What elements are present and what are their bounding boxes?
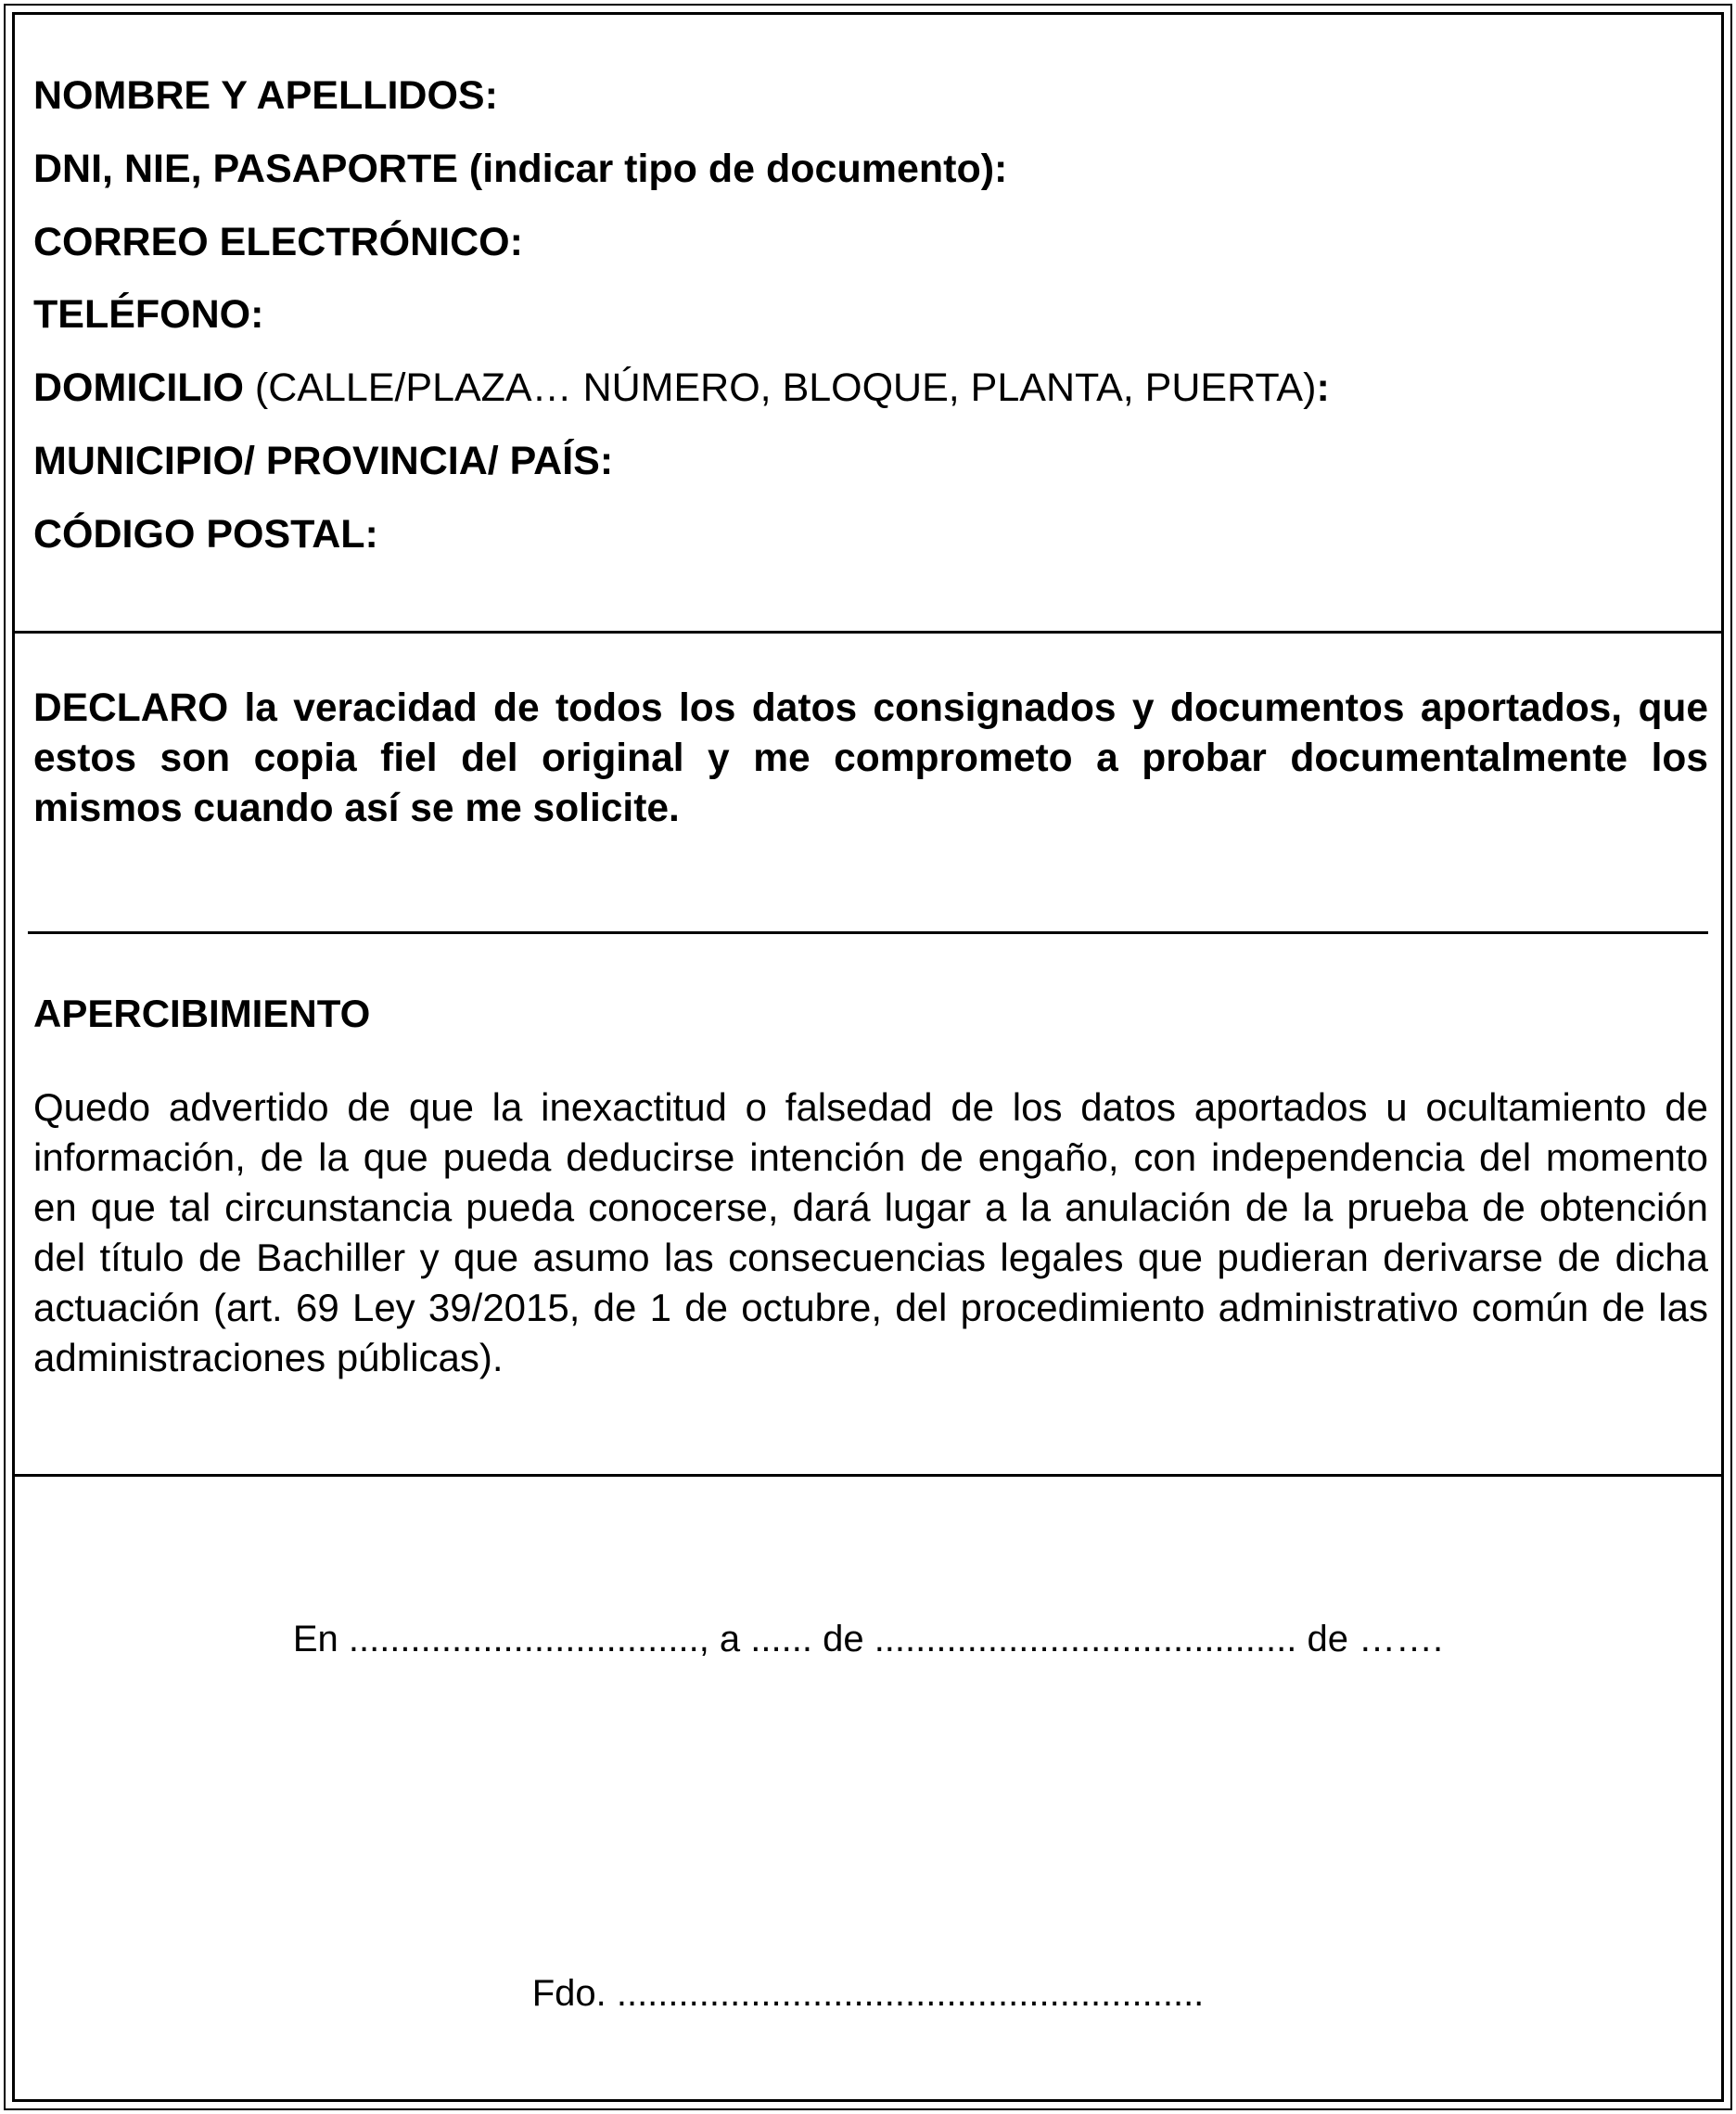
domicilio-label-detail: (CALLE/PLAZA… NÚMERO, BLOQUE, PLANTA, PUERTA) <box>243 365 1317 410</box>
warning-heading: APERCIBIMIENTO <box>33 992 371 1035</box>
domicilio-label-colon: : <box>1316 365 1330 410</box>
field-correo-label: CORREO ELECTRÓNICO: <box>33 220 523 264</box>
signature-line: Fdo. ......................................................... <box>531 1973 1205 2014</box>
section-divider-1 <box>12 631 1724 634</box>
form-inner-border <box>12 12 1724 2102</box>
field-nombre-label: NOMBRE Y APELLIDOS: <box>33 73 498 118</box>
field-municipio-label: MUNICIPIO/ PROVINCIA/ PAÍS: <box>33 439 614 483</box>
declaration-text: DECLARO la veracidad de todos los datos consignados y documentos aportados, que estos son copia fiel del original y me comprometo a probar documentalmente los mismos cuando así se me solicite. <box>33 686 1708 830</box>
field-dni-label: DNI, NIE, PASAPORTE (indicar tipo de documento): <box>33 147 1008 191</box>
field-codigo-postal-label: CÓDIGO POSTAL: <box>33 512 378 557</box>
domicilio-label-bold: DOMICILIO <box>33 365 244 410</box>
place-date-line: En .................................., a ...... de ......................................... de ……. <box>292 1619 1444 1659</box>
field-domicilio-label <box>33 365 1330 410</box>
field-telefono-label: TELÉFONO: <box>33 292 264 337</box>
section-divider-2 <box>28 931 1708 934</box>
warning-text: Quedo advertido de que la inexactitud o falsedad de los datos aportados u ocultamiento de información, de la que pueda deducirse intención de engaño, con independencia del momento en que tal circunstancia pueda conocerse, dará lugar a la anulación de la prueba de obtención del título de Bachiller y que asumo las consecuencias legales que pudieran derivarse de dicha actuación (art. 69 Ley 39/2015, de 1 de octubre, del procedimiento administrativo común de las administraciones públicas). <box>33 1085 1708 1379</box>
section-divider-3 <box>12 1474 1724 1477</box>
